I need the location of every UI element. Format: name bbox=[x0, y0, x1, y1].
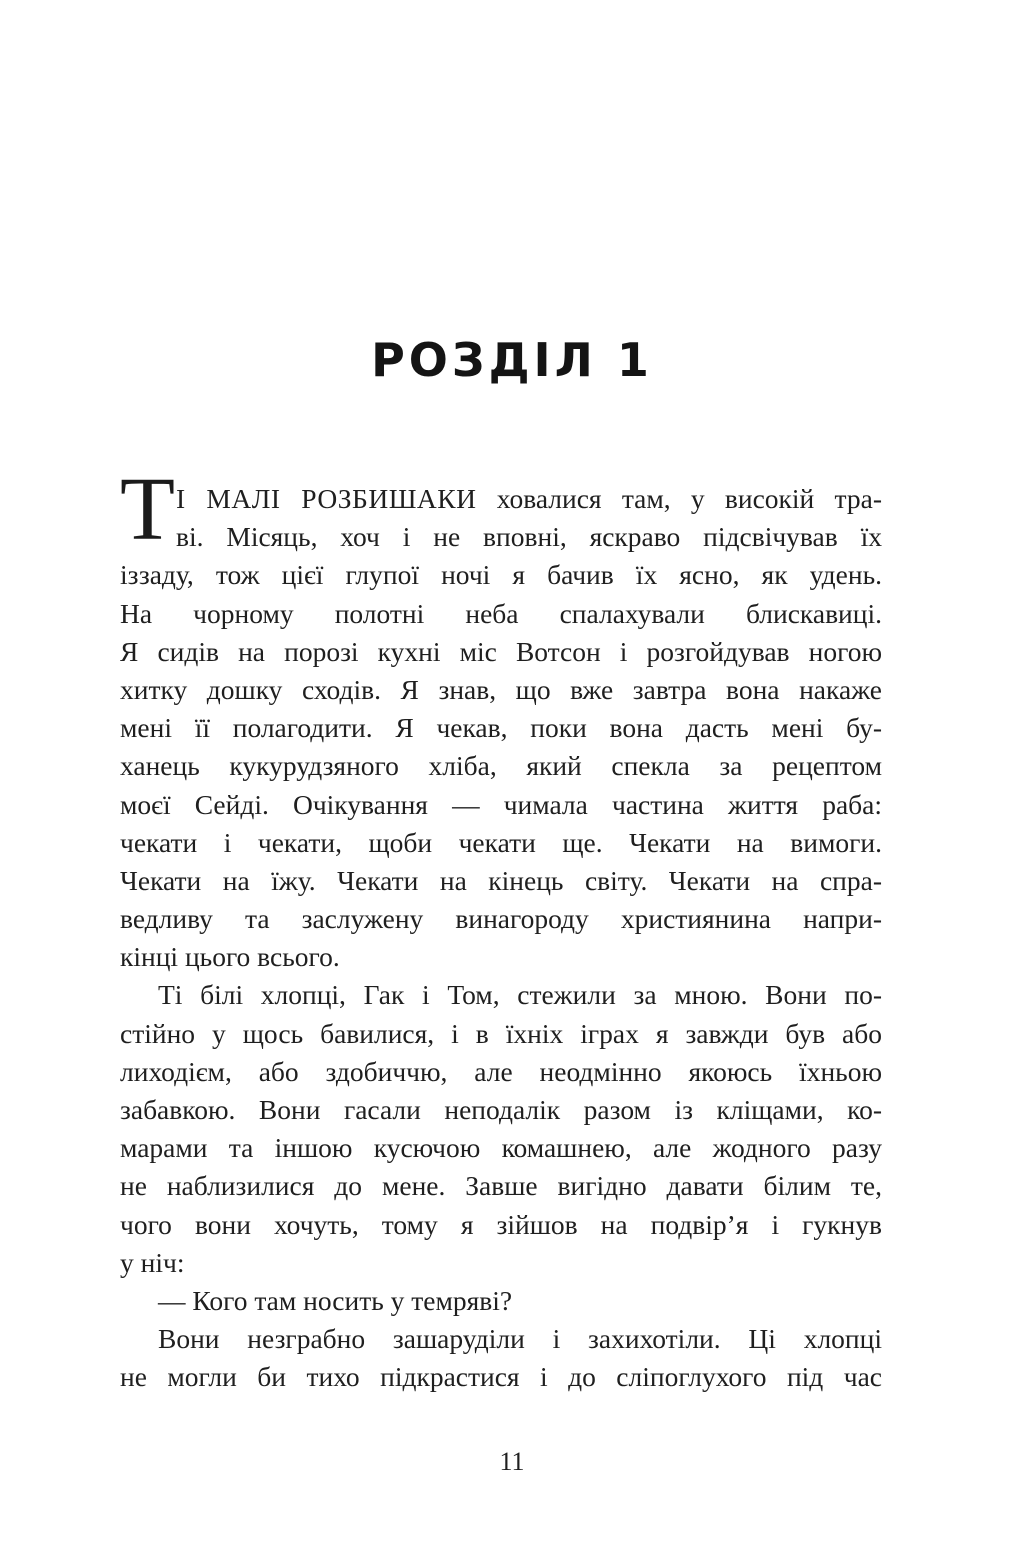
text-line-12: ведливу та заслужену винагороду християнина напри- bbox=[120, 903, 882, 935]
text-line-8: ханець кукурудзяного хліба, який спекла за рецептом bbox=[120, 750, 882, 782]
text-line-2: ві. Місяць, хоч і не вповні, яскраво підсвічував їх bbox=[176, 521, 882, 553]
chapter-heading: РОЗДІЛ 1 bbox=[371, 333, 653, 387]
text-line-4: На чорному полотні неба спалахували блискавиці. bbox=[120, 597, 882, 629]
text-line-17: забавкою. Вони гасали неподалік разом із кліщами, ко- bbox=[120, 1094, 882, 1125]
text-line-23: Вони незграбно зашаруділи і захихотіли. Ці хлопці bbox=[158, 1323, 882, 1355]
text-line-16: лиходієм, або здобиччю, але неодмінно якоюсь їхньою bbox=[120, 1055, 882, 1087]
text-line-24: не могли би тихо підкрастися і до сліпоглухого під час bbox=[120, 1361, 882, 1393]
text-line-22: — Кого там носить у темряві? bbox=[158, 1284, 513, 1316]
text-line-1 bbox=[120, 480, 882, 518]
text-line-9: моєї Сейді. Очікування — чимала частина життя раба: bbox=[120, 788, 882, 820]
text-line-13: кінці цього всього. bbox=[120, 941, 340, 973]
text-line-6: хитку дошку сходів. Я знав, що вже завтра вона накаже bbox=[120, 673, 882, 705]
text-line-10: чекати і чекати, щоби чекати ще. Чекати на вимоги. bbox=[120, 826, 882, 858]
text-line-20: чого вони хочуть, тому я зійшов на подвір’я і гукнув bbox=[120, 1208, 882, 1240]
first-paragraph-opening bbox=[120, 460, 882, 559]
opening-line-rest: ховалися там, у високій тра- bbox=[476, 483, 882, 514]
text-line-18: марами та іншою кусючою комашнею, але жодного разу bbox=[120, 1132, 882, 1164]
text-line-15: стійно у щось бавилися, і в їхніх іграх я завжди був або bbox=[120, 1017, 882, 1049]
text-line-7: мені її полагодити. Я чекав, поки вона дасть мені бу- bbox=[120, 712, 882, 744]
drop-cap: Т bbox=[120, 460, 175, 559]
text-line-3: іззаду, тож цієї глупої ночі я бачив їх ясно, як удень. bbox=[120, 559, 882, 591]
body-text bbox=[120, 460, 882, 1397]
text-line-11: Чекати на їжу. Чекати на кінець світу. Чекати на спра- bbox=[120, 864, 882, 896]
text-line-21: у ніч: bbox=[120, 1246, 185, 1278]
page-number: 11 bbox=[499, 1447, 525, 1476]
opening-small-caps: І МАЛІ РОЗБИШАКИ bbox=[176, 483, 477, 514]
text-line-5: Я сидів на порозі кухні міс Вотсон і розгойдував ногою bbox=[120, 635, 882, 667]
text-line-19: не наблизилися до мене. Завше вигідно давати білим те, bbox=[120, 1170, 882, 1202]
text-line-14: Ті білі хлопці, Гак і Том, стежили за мною. Вони по- bbox=[158, 979, 882, 1011]
